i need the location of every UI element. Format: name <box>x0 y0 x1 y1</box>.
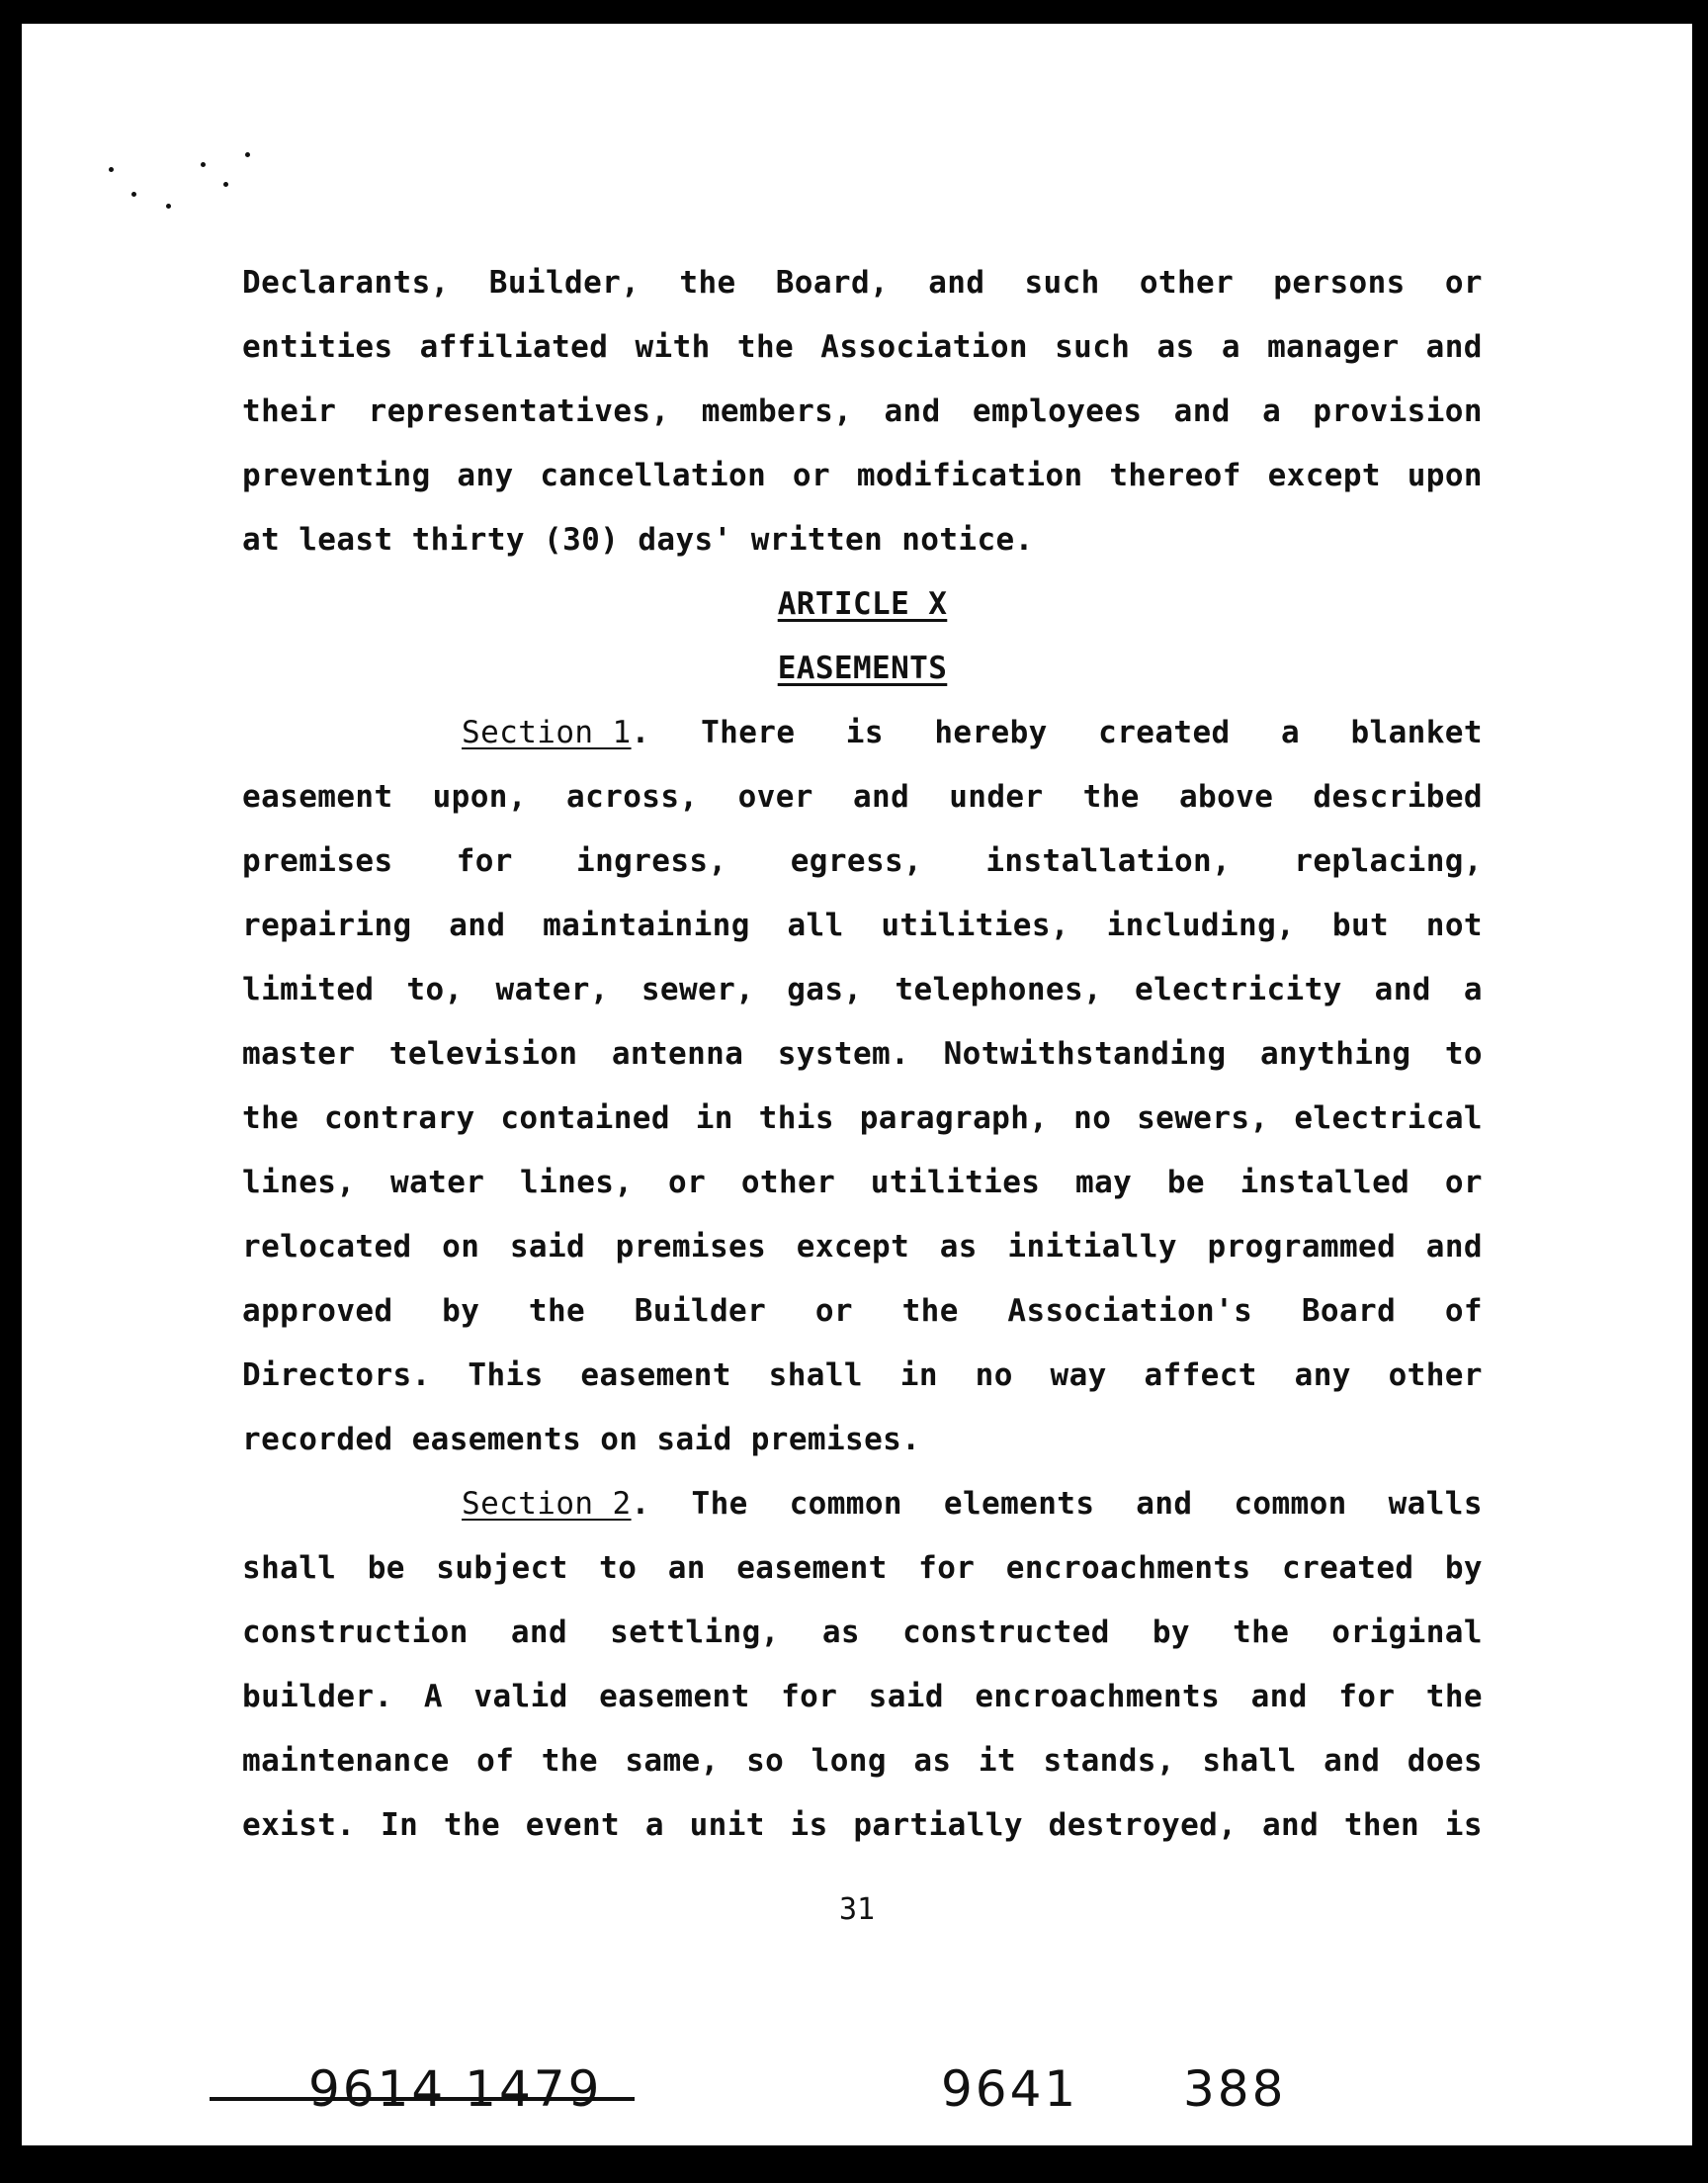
word: There <box>701 715 796 750</box>
text-line <box>242 1729 1483 1793</box>
scan-specks <box>107 152 285 221</box>
word: maintaining <box>543 908 750 943</box>
word: stands, <box>1043 1743 1175 1779</box>
speck <box>109 167 114 172</box>
word: system. <box>777 1036 910 1072</box>
page-number-stamp: 388 <box>1183 2060 1287 2118</box>
intro-paragraph <box>242 251 1483 508</box>
word: programmed <box>1207 1229 1397 1265</box>
word: the <box>443 1807 501 1843</box>
word: to <box>1444 1036 1483 1072</box>
word: shall <box>242 1550 337 1586</box>
word: destroyed, <box>1048 1807 1238 1843</box>
word: be <box>367 1550 405 1586</box>
word: contrary <box>324 1100 475 1136</box>
word: of <box>476 1743 515 1779</box>
word: easement <box>736 1550 888 1586</box>
word: and <box>1173 393 1231 429</box>
section-1-paragraph <box>242 765 1483 1408</box>
text-line <box>242 508 1483 572</box>
word: the <box>1233 1615 1290 1650</box>
word: or <box>1444 265 1483 301</box>
word: common <box>789 1486 902 1522</box>
word: subject <box>436 1550 568 1586</box>
word: entities <box>242 329 393 365</box>
word: such <box>1024 265 1100 301</box>
word: lines, <box>242 1165 356 1200</box>
word: so <box>746 1743 785 1779</box>
word: no <box>1073 1100 1112 1136</box>
word: The <box>691 1486 748 1522</box>
word: the <box>1425 1679 1483 1714</box>
text-line <box>242 1793 1483 1858</box>
word: is <box>790 1807 828 1843</box>
word: maintenance <box>242 1743 450 1779</box>
word: elements <box>943 1486 1095 1522</box>
text-line <box>242 1601 1483 1665</box>
word: and <box>1425 329 1483 365</box>
word: does <box>1407 1743 1483 1779</box>
word: television <box>388 1036 578 1072</box>
word: including, <box>1106 908 1296 943</box>
word: except <box>796 1229 910 1265</box>
word: not <box>1425 908 1483 943</box>
word: all <box>787 908 844 943</box>
word: across, <box>566 779 699 815</box>
article-title-line <box>242 637 1483 701</box>
word: except <box>1267 458 1381 493</box>
word: for <box>918 1550 976 1586</box>
word: over <box>737 779 813 815</box>
word: and <box>852 779 910 815</box>
word: hereby <box>934 715 1048 750</box>
word: easement <box>580 1357 731 1393</box>
word: to <box>599 1550 638 1586</box>
word: representatives, <box>368 393 670 429</box>
word: created <box>1098 715 1231 750</box>
word: this <box>758 1100 834 1136</box>
word: of <box>1444 1293 1483 1329</box>
word: easement <box>242 779 393 815</box>
word: repairing <box>242 908 412 943</box>
text-line <box>242 444 1483 508</box>
word: antenna <box>611 1036 744 1072</box>
section-2-label: Section 2. <box>462 1486 650 1522</box>
word: easement <box>599 1679 750 1714</box>
article-title: EASEMENTS <box>777 651 948 686</box>
word: premises <box>242 843 393 879</box>
word: affiliated <box>419 329 609 365</box>
word: encroachments <box>975 1679 1221 1714</box>
word: limited <box>242 972 375 1007</box>
section-2-paragraph <box>242 1536 1483 1858</box>
text-line-content: recorded easements on said premises. <box>242 1422 921 1457</box>
word: said <box>868 1679 944 1714</box>
word: above <box>1178 779 1274 815</box>
word: or <box>814 1293 853 1329</box>
speck <box>166 204 171 209</box>
word: no <box>975 1357 1013 1393</box>
word: paragraph, <box>859 1100 1049 1136</box>
word: provision <box>1313 393 1483 429</box>
text-line <box>242 1151 1483 1215</box>
word: but <box>1331 908 1390 943</box>
text-line <box>242 894 1483 958</box>
speck <box>131 192 136 197</box>
word: persons <box>1273 265 1406 301</box>
word: settling, <box>610 1615 780 1650</box>
word: or <box>668 1165 707 1200</box>
word: for <box>456 843 513 879</box>
word: is <box>1444 1807 1483 1843</box>
word: manager <box>1267 329 1400 365</box>
word: ingress, <box>576 843 727 879</box>
word: is <box>845 715 884 750</box>
speck <box>245 152 250 157</box>
word: upon <box>1407 458 1483 493</box>
word: by <box>442 1293 480 1329</box>
word: and <box>449 908 506 943</box>
word: electrical <box>1294 1100 1483 1136</box>
word: and <box>510 1615 568 1650</box>
word: Board, <box>775 265 890 301</box>
word: with <box>635 329 711 365</box>
page-number: 31 <box>838 1892 876 1927</box>
word: Notwithstanding <box>943 1036 1227 1072</box>
word: a <box>1262 393 1282 429</box>
text-line <box>242 1344 1483 1408</box>
word: to, <box>406 972 464 1007</box>
word: other <box>1139 265 1235 301</box>
word: replacing, <box>1294 843 1483 879</box>
text-line <box>242 1279 1483 1344</box>
word: said <box>509 1229 586 1265</box>
word: In <box>381 1807 419 1843</box>
word: construction <box>242 1615 469 1650</box>
text-line <box>242 251 1483 315</box>
article-heading: ARTICLE X <box>777 586 948 622</box>
struck-book-page-stamp: 9614 1479 <box>308 2060 603 2118</box>
word: electricity <box>1135 972 1342 1007</box>
section-1-label: Section 1. <box>462 715 650 750</box>
word: created <box>1282 1550 1414 1586</box>
word: Builder, <box>488 265 640 301</box>
word: any <box>457 458 514 493</box>
word: upon, <box>432 779 527 815</box>
word: long <box>811 1743 887 1779</box>
word: thereof <box>1109 458 1241 493</box>
word: Board <box>1301 1293 1397 1329</box>
word: in <box>899 1357 938 1393</box>
text-line <box>242 1536 1483 1601</box>
word: shall <box>1202 1743 1297 1779</box>
word: a <box>1281 715 1301 750</box>
word: and <box>884 393 941 429</box>
word: contained <box>500 1100 670 1136</box>
word: This <box>468 1357 544 1393</box>
word: as <box>913 1743 952 1779</box>
word: approved <box>242 1293 393 1329</box>
word: as <box>939 1229 978 1265</box>
word: be <box>1166 1165 1205 1200</box>
word: or <box>792 458 831 493</box>
text-line <box>242 1022 1483 1087</box>
word: and <box>1374 972 1431 1007</box>
text-line-content: at least thirty (30) days' written notice. <box>242 522 1034 558</box>
word: initially <box>1007 1229 1177 1265</box>
word: partially <box>853 1807 1023 1843</box>
word: sewers, <box>1137 1100 1269 1136</box>
word: as <box>821 1615 860 1650</box>
word: the <box>528 1293 586 1329</box>
text-line <box>242 830 1483 894</box>
word: then <box>1343 1807 1420 1843</box>
word: any <box>1294 1357 1351 1393</box>
word: the <box>242 1100 299 1136</box>
word: members, <box>701 393 853 429</box>
word: walls <box>1388 1486 1483 1522</box>
word: master <box>242 1036 356 1072</box>
word: utilities <box>870 1165 1041 1200</box>
text-line <box>242 1665 1483 1729</box>
word: a <box>1463 972 1483 1007</box>
word: egress, <box>790 843 923 879</box>
word: unit <box>689 1807 765 1843</box>
word: valid <box>473 1679 568 1714</box>
word: other <box>740 1165 836 1200</box>
article-heading-line <box>242 572 1483 637</box>
word: described <box>1313 779 1483 815</box>
text-line <box>242 1087 1483 1151</box>
text-line <box>242 1408 1483 1472</box>
word: water, <box>495 972 609 1007</box>
word: and <box>1136 1486 1193 1522</box>
document-body <box>242 251 1483 1858</box>
word: under <box>949 779 1044 815</box>
word: builder. <box>242 1679 393 1714</box>
word: event <box>525 1807 621 1843</box>
word: utilities, <box>881 908 1069 943</box>
word: and <box>1425 1229 1483 1265</box>
book-number-stamp: 9641 <box>941 2060 1079 2118</box>
word: lines, <box>520 1165 634 1200</box>
word: the <box>1082 779 1140 815</box>
word: it <box>978 1743 1017 1779</box>
word: for <box>781 1679 838 1714</box>
word: preventing <box>242 458 431 493</box>
word: and <box>1250 1679 1308 1714</box>
word: same, <box>625 1743 720 1779</box>
word: other <box>1388 1357 1483 1393</box>
word: Association's <box>1007 1293 1253 1329</box>
word: relocated <box>242 1229 412 1265</box>
word: and <box>928 265 985 301</box>
document-page <box>22 24 1692 2145</box>
word: gas, <box>787 972 863 1007</box>
word: by <box>1444 1550 1483 1586</box>
word: the <box>679 265 736 301</box>
word: on <box>442 1229 480 1265</box>
word: their <box>242 393 337 429</box>
word: or <box>1444 1165 1483 1200</box>
word: and <box>1261 1807 1320 1843</box>
word: the <box>901 1293 959 1329</box>
word: original <box>1331 1615 1483 1650</box>
word: for <box>1338 1679 1396 1714</box>
text-line <box>242 1215 1483 1279</box>
word: installation, <box>985 843 1232 879</box>
word: by <box>1152 1615 1190 1650</box>
word: sewer, <box>640 972 755 1007</box>
word: affect <box>1144 1357 1257 1393</box>
word: installed <box>1239 1165 1410 1200</box>
section-2-first-line <box>242 1472 1483 1536</box>
text-line <box>242 765 1483 830</box>
word: and <box>1324 1743 1381 1779</box>
word: blanket <box>1350 715 1483 750</box>
word: premises <box>615 1229 767 1265</box>
word: exist. <box>242 1807 356 1843</box>
speck <box>201 162 206 167</box>
word: way <box>1050 1357 1107 1393</box>
word: telephones, <box>895 972 1103 1007</box>
word: constructed <box>902 1615 1110 1650</box>
word: modification <box>856 458 1083 493</box>
word: may <box>1075 1165 1133 1200</box>
word: Declarants, <box>242 265 450 301</box>
text-line <box>242 380 1483 444</box>
word: A <box>423 1679 443 1714</box>
word: as <box>1156 329 1195 365</box>
word: Directors. <box>242 1357 431 1393</box>
speck <box>223 182 228 187</box>
word: encroachments <box>1005 1550 1251 1586</box>
section-1-first-line <box>242 701 1483 765</box>
word: the <box>541 1743 598 1779</box>
word: the <box>736 329 795 365</box>
word: Builder <box>634 1293 767 1329</box>
word: employees <box>972 393 1143 429</box>
word: such <box>1055 329 1131 365</box>
word: water <box>390 1165 485 1200</box>
word: Association <box>820 329 1028 365</box>
word: cancellation <box>540 458 767 493</box>
word: common <box>1234 1486 1347 1522</box>
word: in <box>695 1100 733 1136</box>
text-line <box>242 315 1483 380</box>
word: anything <box>1259 1036 1411 1072</box>
word: an <box>667 1550 706 1586</box>
word: a <box>1221 329 1240 365</box>
word: a <box>644 1807 664 1843</box>
text-line <box>242 958 1483 1022</box>
word: shall <box>768 1357 863 1393</box>
